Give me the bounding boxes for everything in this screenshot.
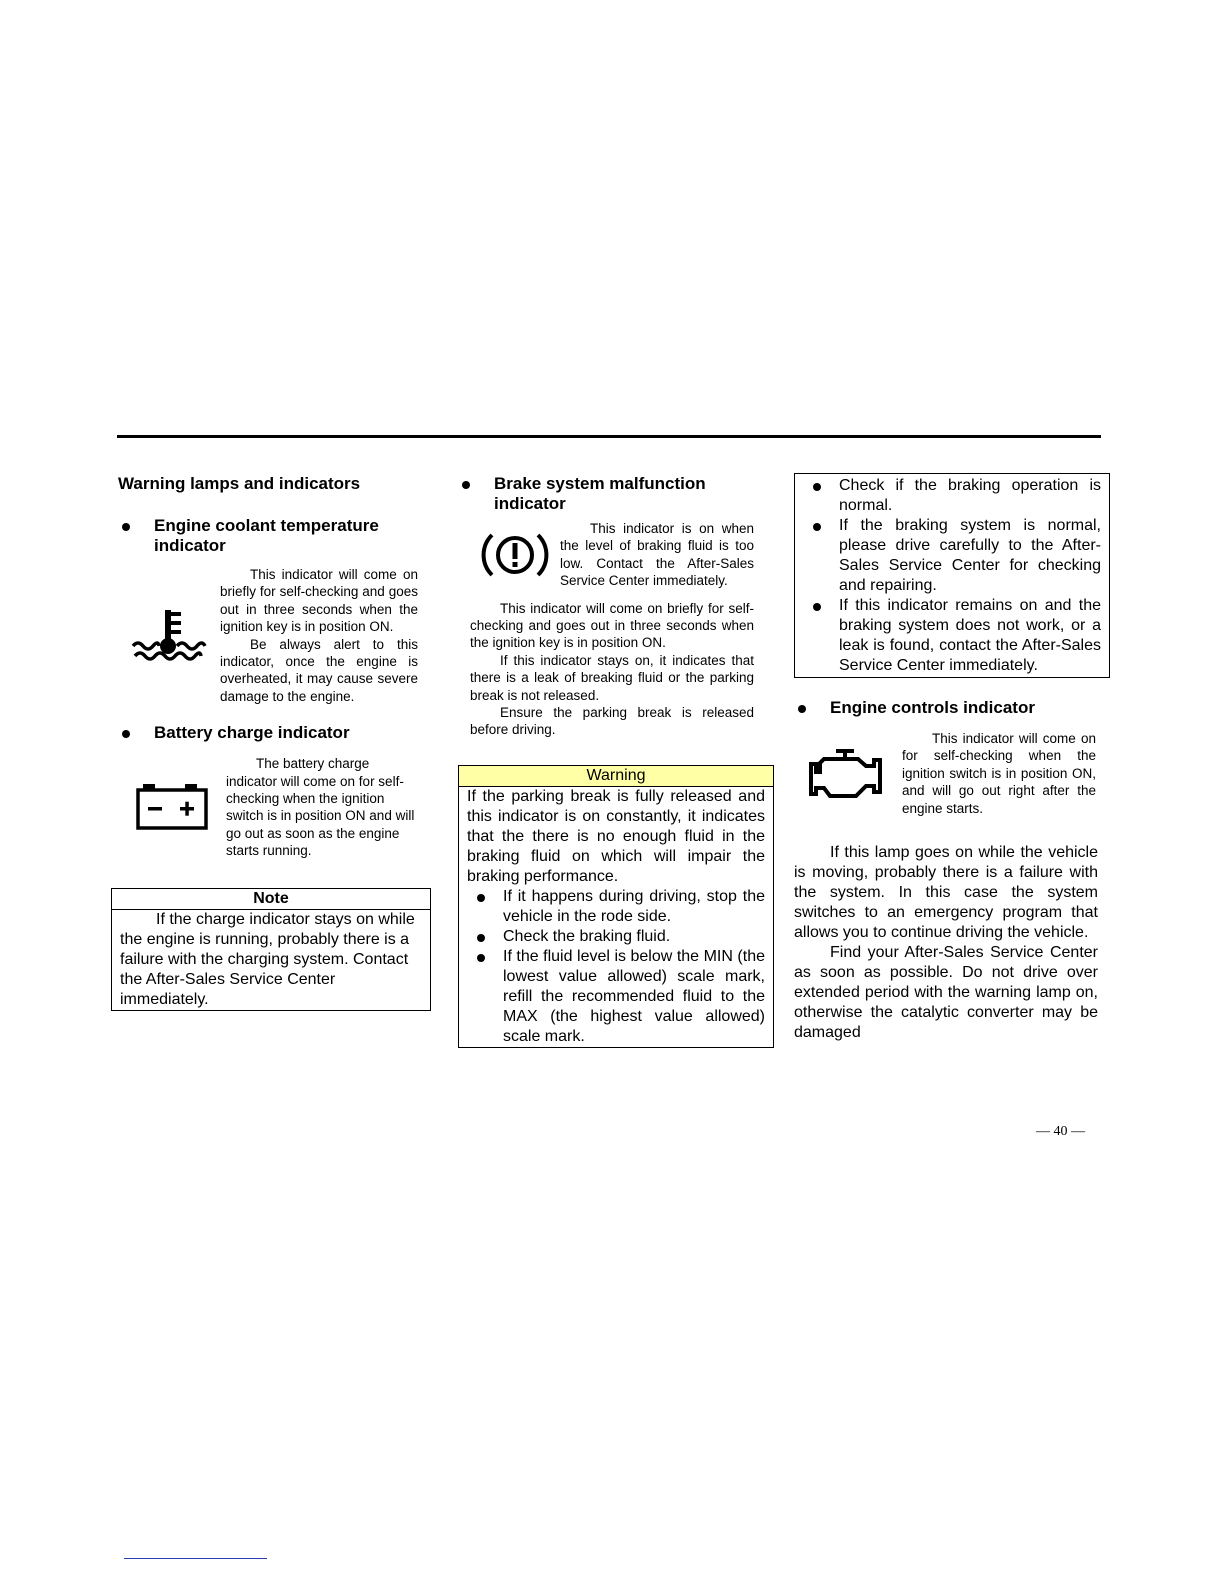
bullet-icon xyxy=(477,934,485,942)
column-left xyxy=(118,470,430,1011)
bullet-icon xyxy=(477,954,485,962)
engine-figure-row xyxy=(794,730,1110,817)
checklist-item-text: Check if the braking operation is normal. xyxy=(839,477,1101,514)
column-right xyxy=(794,470,1110,1043)
battery-title: Battery charge indicator xyxy=(154,723,350,743)
warning-item-text: Check the braking fluid. xyxy=(503,927,671,945)
brake-warning-icon xyxy=(470,525,560,585)
brake-para-4: Ensure the parking break is released before driving. xyxy=(470,705,754,738)
engine-para-1: This indicator will come on for self-checking when the ignition switch is in position ON, and will go out right after the engine starts. xyxy=(902,731,1096,816)
engine-para-2: If this lamp goes on while the vehicle is moving, probably there is a failure with the system. In this case the system switches to an emergency program that allows you to continue driving the vehicle. xyxy=(794,844,1098,942)
bullet-icon xyxy=(813,603,821,611)
bullet-icon xyxy=(813,483,821,491)
engine-description-1 xyxy=(902,730,1096,817)
coolant-para-1: This indicator will come on briefly for self-checking and goes out in three seconds when the ignition key is in position ON. xyxy=(220,567,418,635)
checklist-item-text: If the braking system is normal, please drive carefully to the After-Sales Service Center for checking and repairing. xyxy=(839,517,1101,594)
bullet-icon xyxy=(477,894,485,902)
warning-box xyxy=(458,765,774,1048)
note-body xyxy=(112,910,430,1010)
brake-description-2 xyxy=(458,600,754,739)
engine-heading xyxy=(794,698,1110,718)
battery-para-1: The battery charge indicator will come on for self-checking when the ignition switch is in position ON and will go out as soon as the engine starts running. xyxy=(226,756,415,859)
bullet-icon xyxy=(813,523,821,531)
warning-title: Warning xyxy=(459,766,773,787)
brake-figure-row xyxy=(458,520,774,590)
checklist-item xyxy=(803,476,1101,516)
battery-icon xyxy=(118,782,226,832)
coolant-temperature-icon xyxy=(118,606,220,666)
warning-item xyxy=(467,947,765,1047)
bullet-icon xyxy=(462,481,470,489)
brake-description-1 xyxy=(560,520,754,590)
brake-checklist-box xyxy=(794,473,1110,678)
warning-item xyxy=(467,927,765,947)
bullet-icon xyxy=(122,730,130,738)
brake-heading xyxy=(458,474,774,514)
coolant-description xyxy=(220,566,418,705)
brake-para-1: This indicator is on when the level of braking fluid is too low. Contact the After-Sales Service Center immediately. xyxy=(560,521,754,589)
battery-description xyxy=(226,755,416,859)
warning-body xyxy=(459,787,773,1047)
engine-para-3: Find your After-Sales Service Center as soon as possible. Do not drive over extended period with the warning lamp on, otherwise the catalytic converter may be damaged xyxy=(794,944,1098,1042)
engine-description-2 xyxy=(794,843,1098,1043)
checklist-item-text: If this indicator remains on and the braking system does not work, or a leak is found, contact the After-Sales Service Center immediately. xyxy=(839,597,1101,674)
column-middle xyxy=(458,470,774,1048)
checklist-body xyxy=(795,474,1109,677)
footer-link-line xyxy=(124,1558,267,1559)
brake-para-2: This indicator will come on briefly for self-checking and goes out in three seconds when the ignition key is in position ON. xyxy=(470,600,754,651)
header-rule xyxy=(117,435,1101,438)
checklist-item xyxy=(803,516,1101,596)
warning-item-text: If the fluid level is below the MIN (the lowest value allowed) scale mark, refill the recommended fluid to the MAX (the highest value allowed) scale mark. xyxy=(503,947,765,1045)
battery-figure-row xyxy=(118,755,430,859)
warning-item-text: If it happens during driving, stop the vehicle in the rode side. xyxy=(503,887,765,925)
brake-para-3: If this indicator stays on, it indicates that there is a leak of breaking fluid or the parking break is not released. xyxy=(470,652,754,703)
coolant-heading xyxy=(118,516,430,556)
bullet-icon xyxy=(122,523,130,531)
engine-check-icon xyxy=(794,746,902,802)
brake-title: Brake system malfunction indicator xyxy=(494,474,706,513)
engine-title: Engine controls indicator xyxy=(830,698,1035,717)
page-number: — 40 — xyxy=(1036,1124,1085,1139)
bullet-icon xyxy=(798,705,806,713)
battery-heading xyxy=(118,723,430,743)
warning-intro: If the parking break is fully released and this indicator is on constantly, it indicates that the there is no enough fluid in the braking fluid on which will impair the braking performance. xyxy=(467,787,765,885)
note-title: Note xyxy=(112,889,430,910)
note-text: If the charge indicator stays on while the engine is running, probably there is a failure with the charging system. Contact the After-Sales Service Center immediately. xyxy=(120,910,415,1008)
note-box xyxy=(111,888,431,1011)
page-heading: Warning lamps and indicators xyxy=(118,474,361,493)
coolant-title: Engine coolant temperature indicator xyxy=(154,516,379,555)
checklist-item xyxy=(803,596,1101,676)
coolant-para-2: Be always alert to this indicator, once the engine is overheated, it may cause severe damage to the engine. xyxy=(220,636,418,704)
warning-item xyxy=(467,887,765,927)
coolant-figure-row xyxy=(118,566,430,705)
